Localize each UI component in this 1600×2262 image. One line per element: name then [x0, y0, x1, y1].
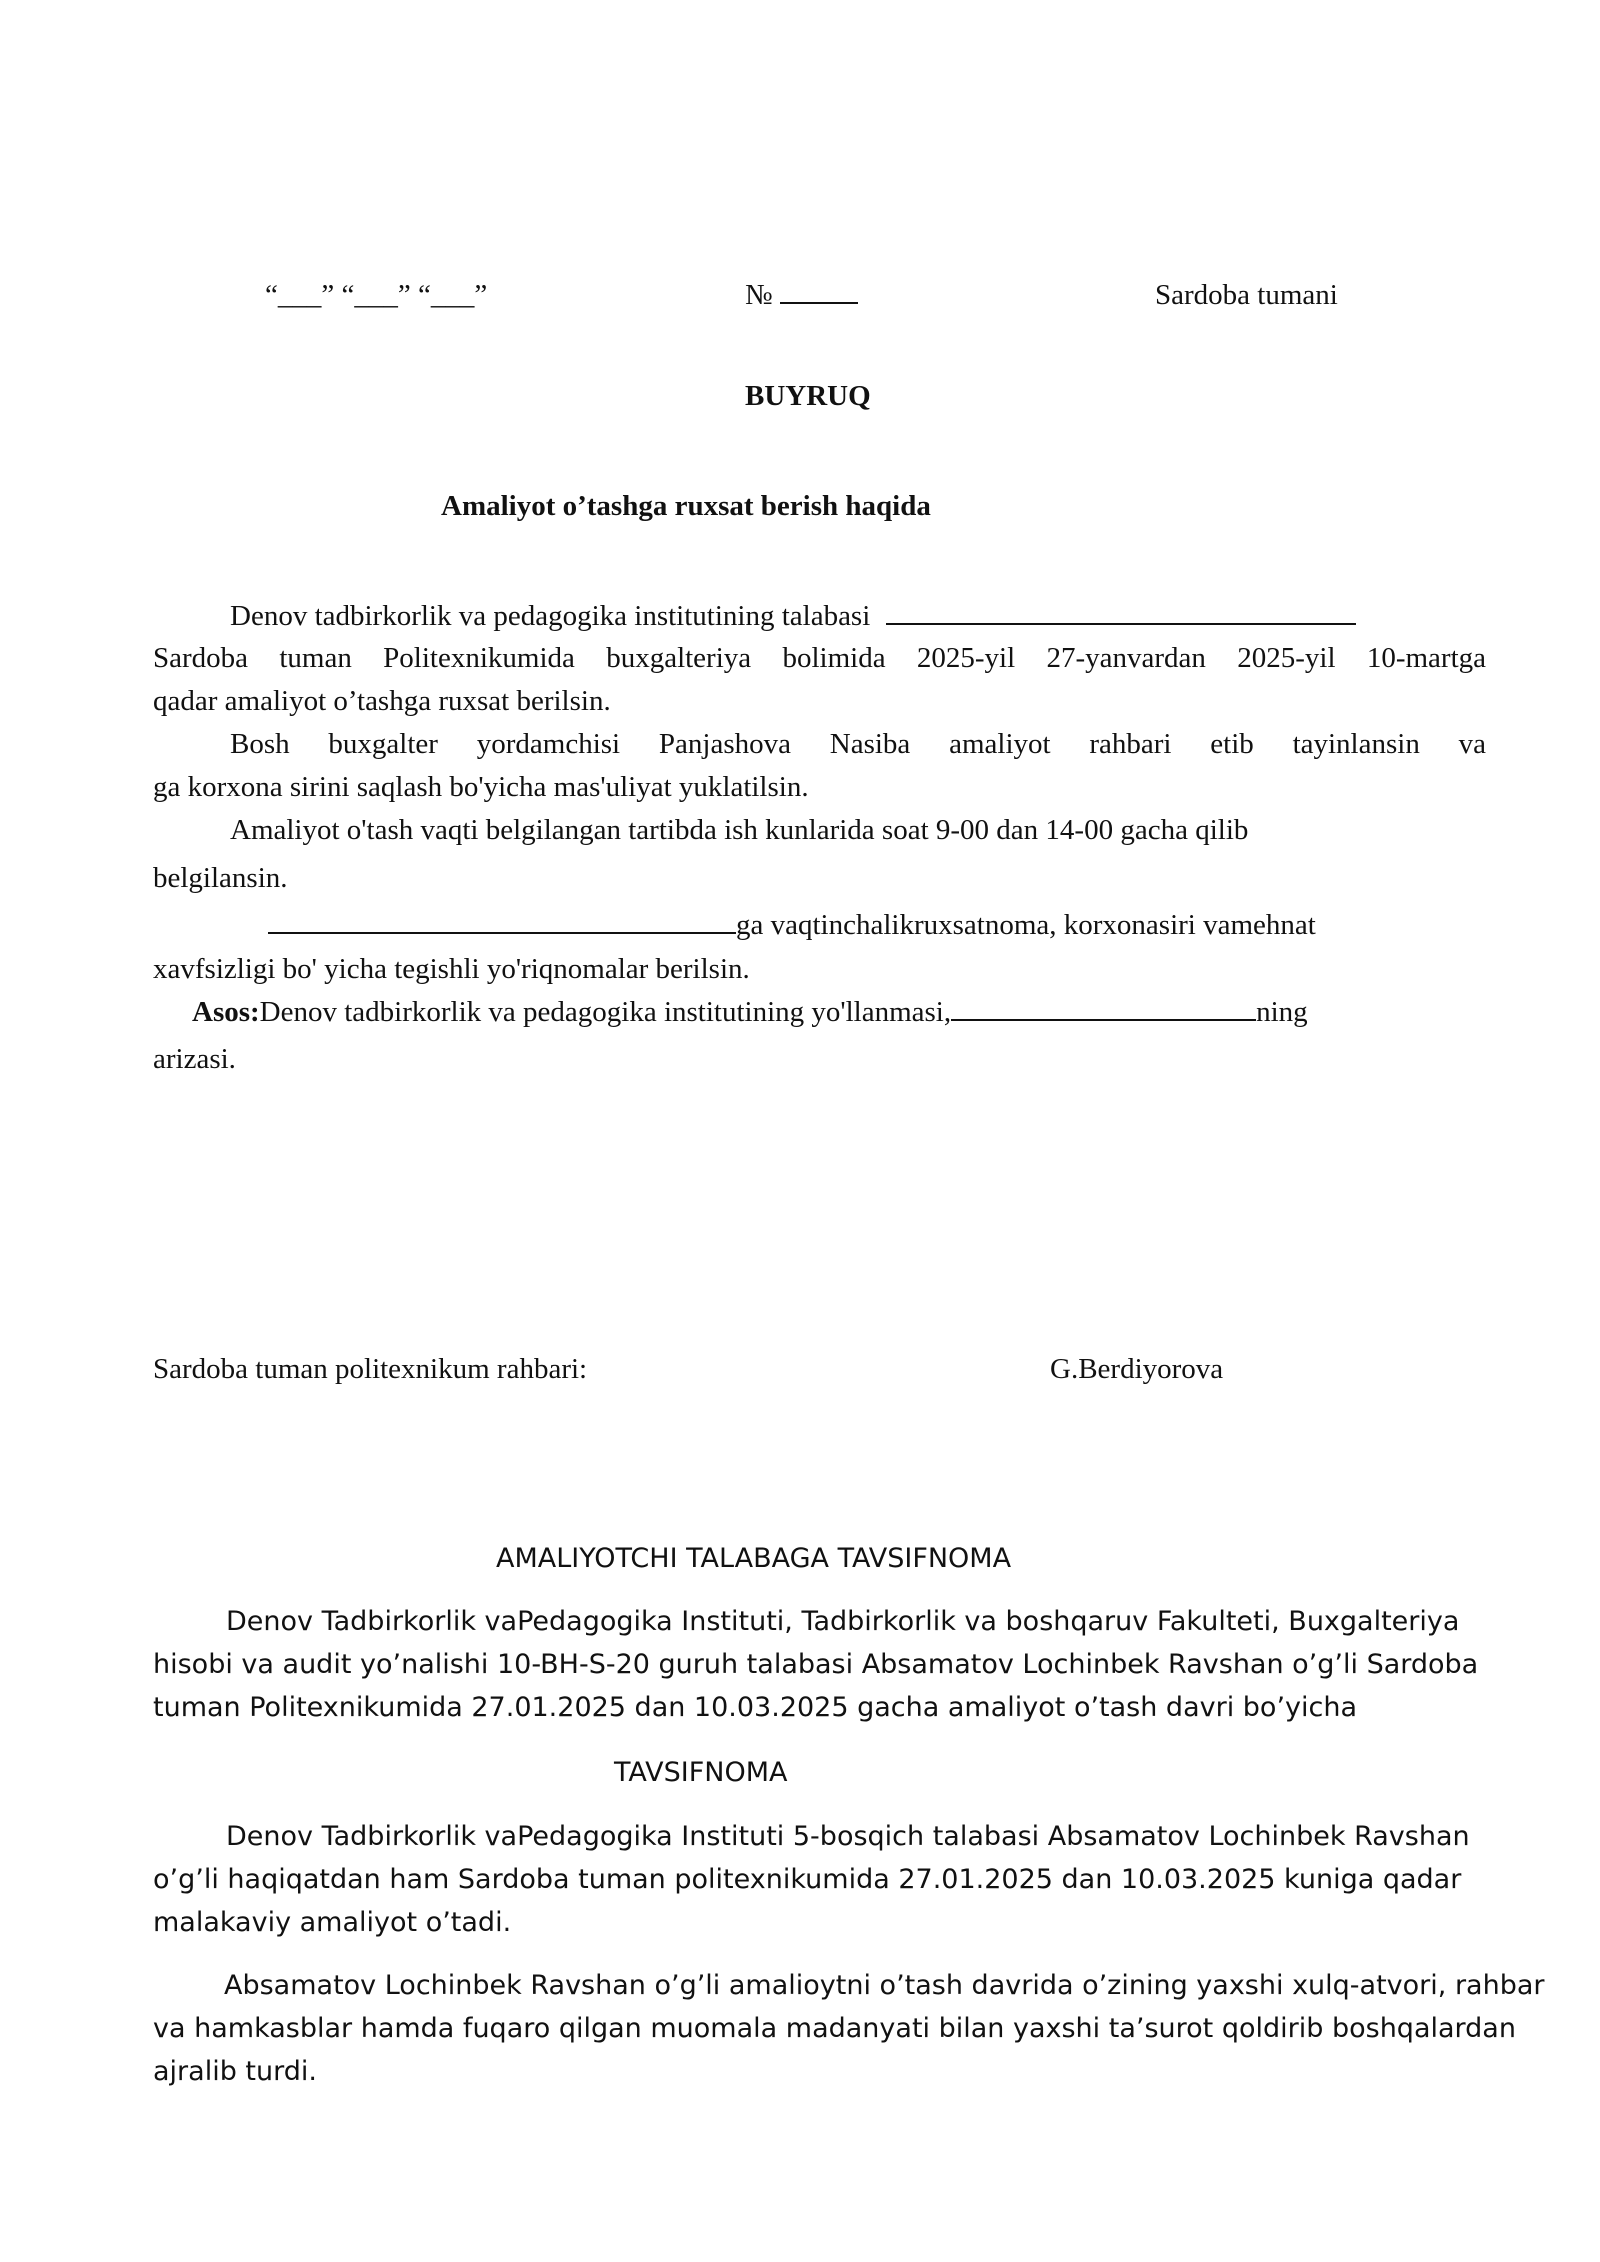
para1-line2: Sardoba tuman Politexnikumida buxgalteriya bolimida 2025-yil 27-yanvardan 2025-yil 10-martga	[153, 642, 1486, 674]
ref-para2-line1: Denov Tadbirkorlik vaPedagogika Instituti 5-bosqich talabasi Absamatov Lochinbek Ravshan	[226, 1821, 1470, 1852]
ref-para1-line3: tuman Politexnikumida 27.01.2025 dan 10.03.2025 gacha amaliyot o’tash davri bo’yicha	[153, 1692, 1358, 1723]
ref-para2-line3: malakaviy amaliyot o’tadi.	[153, 1907, 512, 1938]
ref-para1-line2: hisobi va audit yo’nalishi 10-BH-S-20 guruh talabasi Absamatov Lochinbek Ravshan o’g’li Sardoba	[153, 1649, 1479, 1680]
signature-name: G.Berdiyorova	[1050, 1353, 1224, 1385]
location: Sardoba tumani	[1155, 279, 1338, 311]
date-blank: “___” “___” “___”	[265, 279, 488, 311]
recipient-blank	[268, 932, 736, 934]
para4-line2: xavfsizligi bo' yicha tegishli yo'riqnomalar berilsin.	[153, 953, 750, 985]
basis-blank	[951, 1019, 1256, 1021]
order-title: BUYRUQ	[745, 380, 871, 412]
para3-line1: Amaliyot o'tash vaqti belgilangan tartibda ish kunlarida soat 9-00 dan 14-00 gacha qilib	[230, 814, 1249, 846]
basis-line2: arizasi.	[153, 1043, 236, 1075]
number-blank	[780, 302, 858, 304]
reference-subheading: TAVSIFNOMA	[614, 1757, 788, 1788]
para3-line2: belgilansin.	[153, 862, 288, 894]
ref-para3-line3: ajralib turdi.	[153, 2056, 317, 2087]
order-subject: Amaliyot o’tashga ruxsat berish haqida	[441, 490, 931, 522]
ref-para3-line2: va hamkasblar hamda fuqaro qilgan muomala madanyati bilan yaxshi ta’surot qoldirib boshqalardan	[153, 2013, 1516, 2044]
student-name-blank	[886, 623, 1356, 625]
ref-para3-line1: Absamatov Lochinbek Ravshan o’g’li amalioytni o’tash davrida o’zining yaxshi xulq-atvori, rahbar	[224, 1970, 1545, 2001]
ref-para1-line1: Denov Tadbirkorlik vaPedagogika Instituti, Tadbirkorlik va boshqaruv Fakulteti, Buxgalteriya	[226, 1606, 1460, 1637]
basis-label: Asos:	[192, 996, 260, 1028]
basis-line1: Asos:Denov tadbirkorlik va pedagogika institutining yo'llanmasi, ning	[192, 996, 1308, 1028]
para1-line1: Denov tadbirkorlik va pedagogika institutining talabasi	[230, 600, 1356, 633]
reference-heading: AMALIYOTCHI TALABAGA TAVSIFNOMA	[496, 1543, 1012, 1574]
ref-para2-line2: o’g’li haqiqatdan ham Sardoba tuman politexnikumida 27.01.2025 dan 10.03.2025 kuniga qadar	[153, 1864, 1462, 1895]
para2-line1: Bosh buxgalter yordamchisi Panjashova Nasiba amaliyot rahbari etib tayinlansin va	[230, 728, 1486, 760]
para4-line1: ga vaqtinchalikruxsatnoma, korxonasiri vamehnat	[268, 909, 1316, 942]
para1-line3: qadar amaliyot o’tashga ruxsat berilsin.	[153, 685, 611, 717]
number-sign: №	[745, 279, 773, 311]
para2-line2: ga korxona sirini saqlash bo'yicha mas'uliyat yuklatilsin.	[153, 771, 809, 803]
signature-position: Sardoba tuman politexnikum rahbari:	[153, 1353, 588, 1385]
order-number	[745, 279, 858, 312]
